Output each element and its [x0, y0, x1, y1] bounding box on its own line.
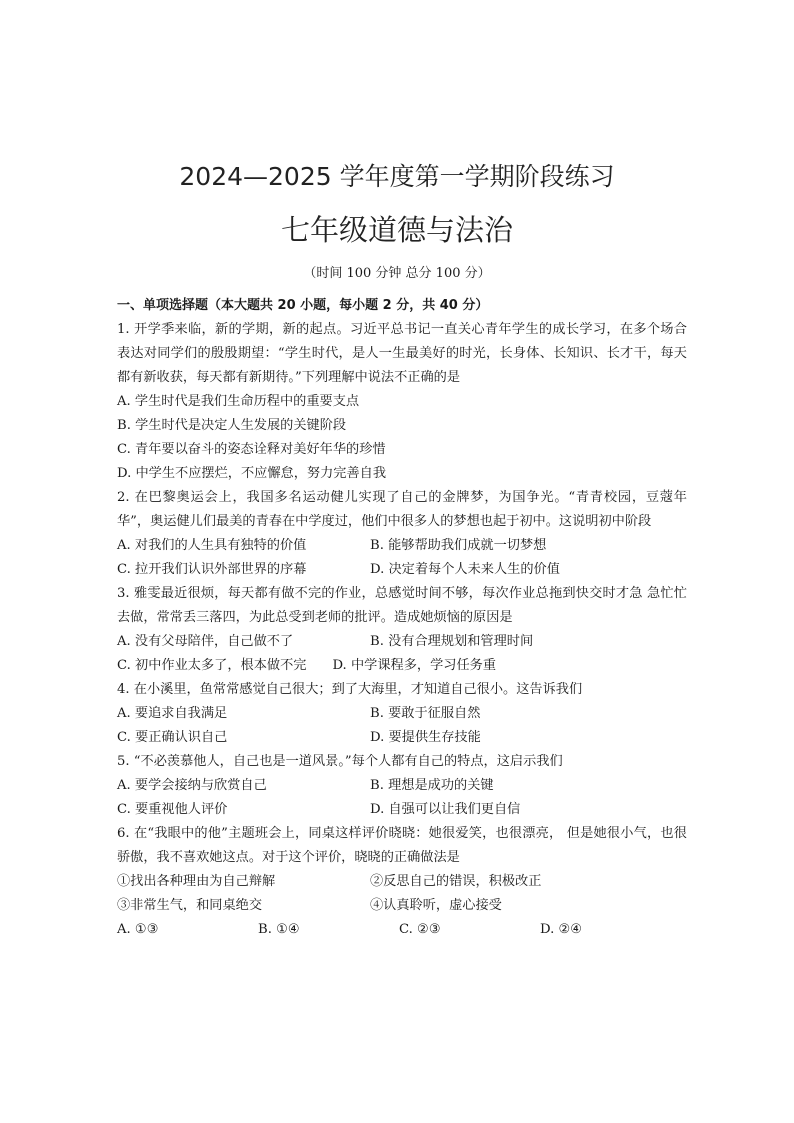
question-6 [117, 822, 687, 942]
question-stem: 2. 在巴黎奥运会上，我国多名运动健儿实现了自己的金牌梦，为国争光。“青青校园，豆蔻年华”，奥运健儿们最美的青春在中学度过，他们中很多人的梦想也起于初中。这说明初中阶段 [117, 490, 687, 529]
option-a: A. 要追求自我满足 [117, 706, 228, 721]
option-d: D. ②④ [540, 922, 583, 937]
statement-row [117, 870, 687, 894]
option-d: D. 决定着每个人未来人生的价值 [370, 562, 560, 577]
option-a: A. 没有父母陪伴，自己做不了 [117, 634, 294, 649]
option-b: B. ①④ [258, 922, 300, 937]
option-c: C. 要正确认识自己 [117, 730, 228, 745]
exam-title: 2024—2025 学年度第一学期阶段练习 [179, 162, 615, 191]
option-row [117, 726, 687, 750]
option-row [117, 534, 687, 558]
question-2 [117, 486, 687, 582]
option-row [117, 774, 687, 798]
option-row [117, 702, 687, 726]
option-c: C. 初中作业太多了，根本做不完 [117, 658, 307, 673]
statement-row [117, 894, 687, 918]
question-stem: 5. “不必羡慕他人，自己也是一道风景。”每个人都有自己的特点，这启示我们 [117, 754, 563, 769]
option-row [117, 558, 687, 582]
question-4 [117, 678, 687, 750]
statement-4: ④认真聆听，虚心接受 [370, 898, 502, 913]
option-row [117, 630, 687, 654]
option-d: D. 自强可以让我们更自信 [370, 802, 521, 817]
option-a: A. 对我们的人生具有独特的价值 [117, 538, 307, 553]
option-c: C. ②③ [399, 922, 441, 937]
option-row [117, 798, 687, 822]
option-a: A. ①③ [117, 922, 159, 937]
option-b: B. 理想是成功的关键 [370, 778, 494, 793]
option-d: D. 中学生不应摆烂，不应懈怠，努力完善自我 [117, 466, 387, 481]
question-stem: 1. 开学季来临，新的学期，新的起点。习近平总书记一直关心青年学生的成长学习，在多个场合表达对同学们的殷殷期望：“学生时代，是人一生最美好的时光，长身体、长知识、长才干，每天都有新收获，每天都有新期待。”下列理解中说法不正确的是 [117, 322, 687, 385]
option-c: C. 拉开我们认识外部世界的序幕 [117, 562, 307, 577]
question-content [117, 294, 687, 942]
option-b: B. 没有合理规划和管理时间 [370, 634, 534, 649]
question-5 [117, 750, 687, 822]
statement-3: ③非常生气，和同桌绝交 [117, 898, 263, 913]
option-c: C. 要重视他人评价 [117, 802, 228, 817]
exam-time-and-score: （时间 100 分钟 总分 100 分） [303, 266, 491, 281]
section-heading: 一、单项选择题（本大题共 20 小题，每小题 2 分，共 40 分） [117, 298, 489, 313]
question-stem: 3. 雅雯最近很烦，每天都有做不完的作业，总感觉时间不够，每次作业总拖到快交时才急 急忙忙去做，常常丢三落四，为此总受到老师的批评。造成她烦恼的原因是 [117, 586, 687, 625]
question-3 [117, 582, 687, 678]
option-b: B. 要敢于征服自然 [370, 706, 481, 721]
option-row [117, 654, 687, 678]
question-stem: 4. 在小溪里，鱼常常感觉自己很大；到了大海里，才知道自己很小。这告诉我们 [117, 682, 583, 697]
option-a: A. 要学会接纳与欣赏自己 [117, 778, 267, 793]
question-stem: 6. 在“我眼中的他”主题班会上，同桌这样评价晓晓：她很爱笑，也很漂亮， 但是她很小气，也很骄傲，我不喜欢她这点。对于这个评价，晓晓的正确做法是 [117, 826, 687, 865]
question-1 [117, 318, 687, 486]
option-a: A. 学生时代是我们生命历程中的重要支点 [117, 394, 360, 409]
option-c: C. 青年要以奋斗的姿态诠释对美好年华的珍惜 [117, 442, 386, 457]
statement-1: ①找出各种理由为自己辩解 [117, 874, 276, 889]
option-d: D. 中学课程多，学习任务重 [332, 658, 497, 673]
option-b: B. 学生时代是决定人生发展的关键阶段 [117, 418, 347, 433]
option-d: D. 要提供生存技能 [370, 730, 481, 745]
option-row [117, 918, 687, 942]
exam-subject-title: 七年级道德与法治 [280, 213, 513, 247]
option-b: B. 能够帮助我们成就一切梦想 [370, 538, 547, 553]
statement-2: ②反思自己的错误，积极改正 [370, 874, 542, 889]
